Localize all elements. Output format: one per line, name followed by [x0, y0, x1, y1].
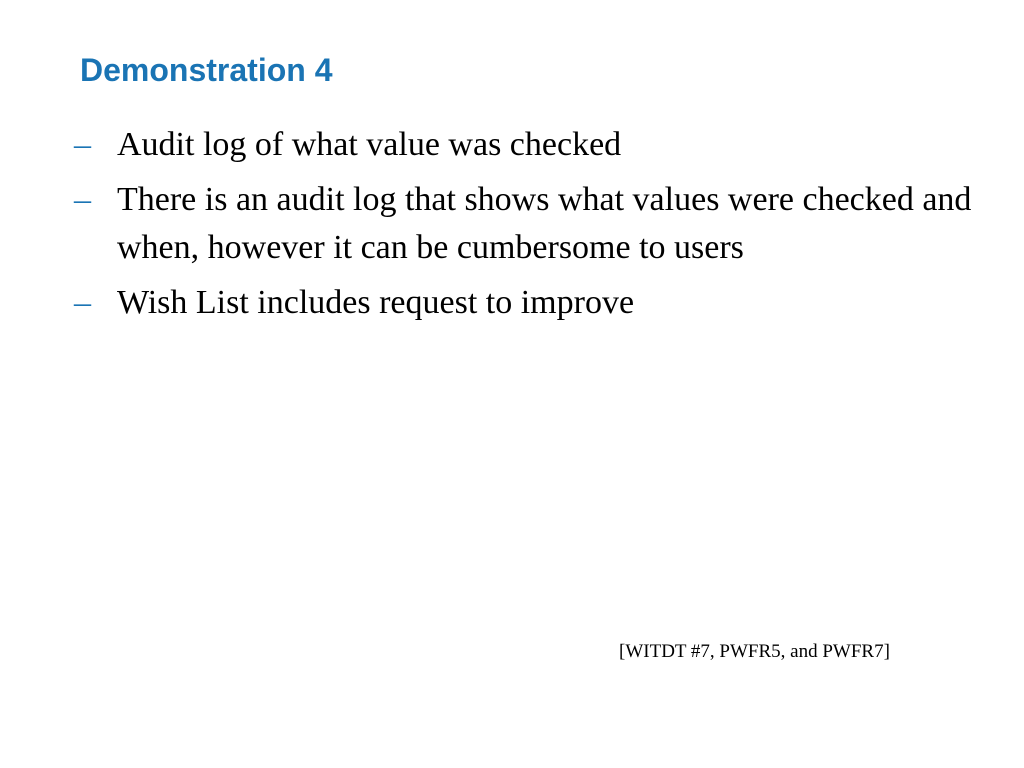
dash-bullet-marker: – [74, 181, 91, 218]
bullet-text: There is an audit log that shows what values were checked and when, however it can be cumbersome to users [117, 181, 972, 266]
bullet-text: Wish List includes request to improve [117, 284, 635, 321]
dash-bullet-marker: – [74, 284, 91, 321]
slide-title: Demonstration 4 [80, 52, 333, 88]
bullet-item [0, 121, 1024, 169]
dash-bullet-marker: – [74, 126, 91, 163]
bullet-item [0, 176, 1024, 272]
bullet-item [0, 279, 1024, 327]
reference-note: [WITDT #7, PWFR5, and PWFR7] [619, 641, 890, 662]
bullet-text: Audit log of what value was checked [117, 126, 622, 163]
bullet-list [0, 121, 1024, 334]
